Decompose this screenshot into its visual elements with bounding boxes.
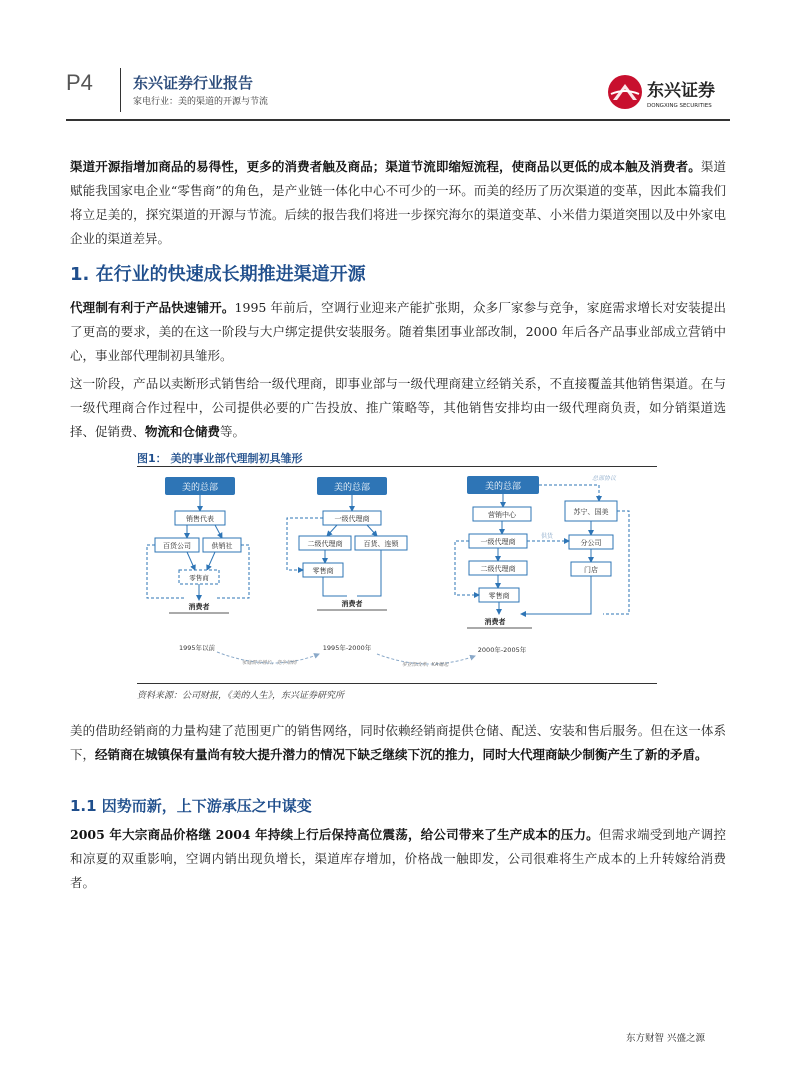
header-divider: [120, 68, 121, 112]
figure-source: 资料来源：公司财报，《美的人生》，东兴证券研究所: [137, 691, 345, 701]
section-heading-1: 1. 在行业的快速成长期推进渠道开源: [70, 264, 366, 285]
svg-text:二级代理商: 二级代理商: [307, 540, 343, 548]
timeline-label-2: 1995年-2000年: [322, 644, 372, 652]
page-number: P4: [66, 70, 93, 95]
figure-bottom-rule: [137, 683, 657, 684]
svg-text:二级代理商: 二级代理商: [480, 565, 516, 573]
p2-bold: 物流和仓储费: [145, 424, 221, 439]
s11-text: 但需求端受到地产调控和凉夏的双重影响，空调内销出现负增长，渠道库存增加，价格战一触即发，公司很难将生产成本的上升转嫁给消费者。: [70, 827, 726, 890]
figure-title: 图1： 美的事业部代理制初具雏形: [137, 452, 303, 465]
timeline-arrow-label-1: 家庭需求增长，竞争加剧: [241, 660, 297, 666]
section-heading-1-1: 1.1 因势而新，上下游承压之中谋变: [70, 797, 312, 815]
svg-text:零售商: 零售商: [189, 574, 209, 582]
svg-text:百货、连锁: 百货、连锁: [363, 540, 399, 548]
figure-top-rule: [137, 466, 657, 467]
intro-paragraph: [70, 155, 726, 251]
timeline-arrow-label-2: 事业部改革，KA崛起: [401, 662, 449, 668]
company-logo: [605, 70, 730, 114]
header-rule: [66, 119, 730, 121]
svg-text:供销社: 供销社: [211, 542, 233, 550]
p2-text: 这一阶段，产品以卖断形式销售给一级代理商，即事业部与一级代理商建立经销关系，不直接覆盖其他销售渠道。在与一级代理商合作过程中，公司提供必要的广告投放、推广策略等，其他销售安排均由一级代理商负责，如分销渠道选择、促销费、: [70, 376, 726, 439]
p2-tail: 等。: [220, 424, 246, 439]
section11-paragraph: [70, 823, 726, 895]
logo-subtext: DONGXING SECURITIES: [647, 103, 712, 109]
p1-bold: 代理制有利于产品快速铺开。: [70, 300, 235, 315]
page-footer: 东方财智 兴盛之源: [626, 1033, 706, 1044]
svg-text:消费者: 消费者: [188, 603, 210, 611]
svg-text:分公司: 分公司: [580, 539, 602, 547]
timeline-label-1: 1995年以前: [178, 644, 216, 652]
svg-text:营销中心: 营销中心: [488, 511, 516, 519]
svg-text:消费者: 消费者: [341, 600, 363, 608]
agreement-label: 总部协议: [592, 475, 617, 482]
intro-bold: 渠道开源指增加商品的易得性，更多的消费者触及商品；渠道节流即缩短流程，使商品以更低的成本触及消费者。: [70, 159, 701, 174]
svg-text:美的总部: 美的总部: [333, 483, 371, 493]
svg-text:一级代理商: 一级代理商: [334, 515, 370, 523]
svg-text:苏宁、国美: 苏宁、国美: [573, 508, 609, 516]
p3-bold: 经销商在城镇保有量尚有较大提升潜力的情况下缺乏继续下沉的推力，同时大代理商缺少制衡产生了新的矛盾。: [95, 747, 708, 762]
supply-label: 供货: [541, 533, 554, 540]
svg-text:美的总部: 美的总部: [181, 483, 219, 493]
section1-paragraph-2: [70, 372, 726, 444]
svg-text:百货公司: 百货公司: [163, 542, 191, 550]
section1-paragraph-1: [70, 296, 726, 368]
channel-diagram: [137, 468, 657, 682]
svg-text:一级代理商: 一级代理商: [480, 538, 516, 546]
report-subtitle: 家电行业：美的渠道的开源与节流: [133, 97, 269, 107]
svg-text:门店: 门店: [584, 566, 598, 574]
intro-text: 渠道赋能我国家电企业“零售商”的角色，是产业链一体化中心不可少的一环。而美的经历了历次渠道的变革，因此本篇我们将立足美的，探究渠道的开源与节流。后续的报告我们将进一步探究海尔的渠道变革、小米借力渠道突围以及中外家电企业的渠道差异。: [70, 159, 726, 246]
svg-text:消费者: 消费者: [484, 618, 506, 626]
report-title: 东兴证券行业报告: [133, 74, 254, 92]
logo-text: 东兴证券: [647, 81, 715, 101]
s11-bold: 2005 年大宗商品价格继 2004 年持续上行后保持高位震荡，给公司带来了生产成本的压力。: [70, 827, 599, 842]
svg-text:销售代表: 销售代表: [186, 515, 214, 523]
p1-text: 1995 年前后，空调行业迎来产能扩张期，众多厂家参与竞争，家庭需求增长对安装提出了更高的要求，美的在这一阶段与大户绑定提供安装服务。随着集团事业部改制，2000 年后各产品事业部成立营销中心，事业部代理制初具雏形。: [70, 300, 726, 363]
p3-text: 美的借助经销商的力量构建了范围更广的销售网络，同时依赖经销商提供仓储、配送、安装和售后服务。但在这一体系下，: [70, 723, 726, 762]
paragraph-3: [70, 719, 726, 767]
svg-text:美的总部: 美的总部: [484, 482, 522, 492]
timeline-label-3: 2000年-2005年: [477, 646, 527, 654]
svg-text:零售商: 零售商: [488, 592, 510, 600]
svg-text:零售商: 零售商: [312, 567, 334, 575]
